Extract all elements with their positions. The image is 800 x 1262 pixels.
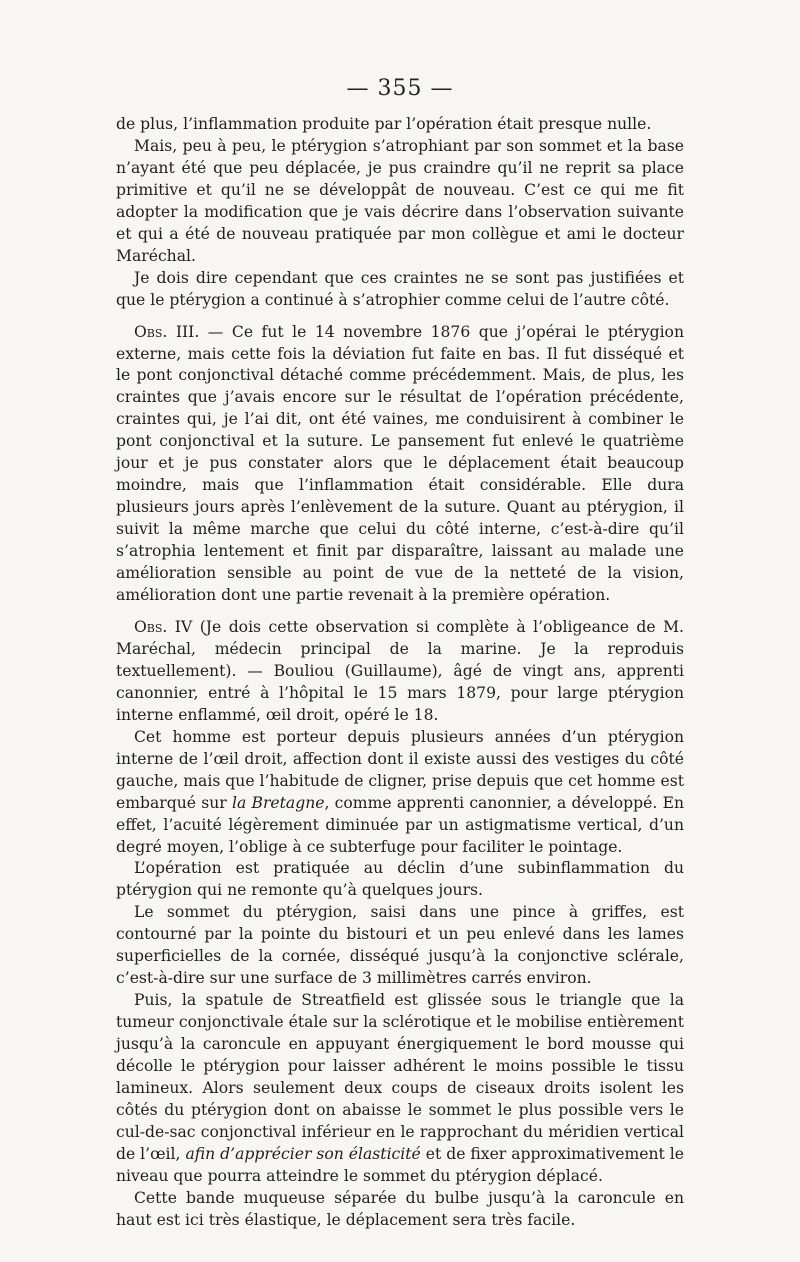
page-number-header: — 355 — <box>346 76 454 101</box>
paragraph: de plus, l’inflammation produite par l’opération était presque nulle. <box>116 115 652 133</box>
paragraph-text: , comme apprenti canonnier, a développé. En effet, l’acuité légèrement diminuée par un astigmatisme vertical, d’un degré moyen, l’oblige à ce subterfuge pour faciliter le pointage. <box>116 793 684 856</box>
italic-text: afin d’apprécier son élasticité <box>185 1144 421 1163</box>
paragraph-text: Cet homme est porteur depuis plusieurs années d’un ptérygion interne de l’œil droit, affection dont il existe aussi des vestiges du côté gauche, mais que l’habitude de cligner, prise depuis que cet homme est embarqué sur <box>116 727 684 812</box>
paragraph-text: Puis, la spatule de Streatfield est glissée sous le triangle que la tumeur conjonctivale étale sur la sclérotique et le mobilise entièrement jusqu’à la caroncule en appuyant énergiquement le bord mousse qui décolle le ptérygion pour laisser adhérent le moins possible le tissu lamineux. Alors seulement deux coups de ciseaux droits isolent les côtés du ptérygion dont on abaisse le sommet le plus possible vers le cul-de-sac conjonctival inférieur en le rapprochant du méridien vertical de l’œil, <box>116 991 684 1163</box>
paragraph: Cette bande muqueuse séparée du bulbe jusqu’à la caroncule en haut est ici très élastique, le déplacement sera très facile. <box>116 1188 684 1229</box>
page-body <box>116 114 684 1232</box>
paragraph-obs-3 <box>116 322 684 607</box>
paragraph: Je dois dire cependant que ces craintes ne se sont pas justifiées et que le ptérygion a continué à s’atrophier comme celui de l’autre côté. <box>116 268 684 309</box>
obs-label: Obs. III. — <box>134 322 224 341</box>
paragraph <box>116 990 684 1188</box>
paragraph: Mais, peu à peu, le ptérygion s’atrophiant par son sommet et la base n’ayant été que peu déplacée, je pus craindre qu’il ne reprit sa place primitive et qu’il ne se développât de nouveau. C’est ce qui me fit adopter la modification que je vais décrire dans l’observation suivante et qui a été de nouveau pratiquée par mon collègue et ami le docteur Maréchal. <box>116 136 684 265</box>
obs-label: Obs. IV <box>134 617 193 636</box>
paragraph-text: (Je dois cette observation si complète à l’obligeance de M. Maréchal, médecin principal de la marine. Je la reproduis textuellement). — Bouliou (Guillaume), âgé de vingt ans, apprenti canonnier, entré à l’hôpital le 15 mars 1879, pour large ptérygion interne enflammé, œil droit, opéré le 18. <box>116 617 684 724</box>
paragraph: Le sommet du ptérygion, saisi dans une pince à griffes, est contourné par la pointe du bistouri et un peu enlevé dans les lames superficielles de la cornée, disséqué jusqu’à la conjonctive sclérale, c’est-à-dire sur une surface de 3 millimètres carrés environ. <box>116 903 684 988</box>
italic-text: la Bretagne <box>232 793 325 812</box>
paragraph-text: et de fixer approximativement le niveau que pourra atteindre le sommet du ptérygion déplacé. <box>116 1144 684 1185</box>
paragraph-text: Ce fut le 14 novembre 1876 que j’opérai le ptérygion externe, mais cette fois la déviation fut faite en bas. Il fut disséqué et le pont conjonctival détaché comme précédemment. Mais, de plus, les craintes que j’avais encore sur le résultat de l’opération précédente, craintes qui, je l’ai dit, ont été vaines, me conduisirent à combiner le pont conjonctival et la suture. Le pansement fut enlevé le quatrième jour et je pus constater alors que le déplacement était beaucoup moindre, mais que l’inflammation était considérable. Elle dura plusieurs jours après l’enlèvement de la suture. Quant au ptérygion, il suivit la même marche que celui du côté interne, c’est-à-dire qu’il s’atrophia lentement et finit par disparaître, laissant au malade une amélioration sensible au point de vue de la netteté de la vision, amélioration dont une partie revenait à la première opération. <box>116 322 684 605</box>
paragraph: L’opération est pratiquée au déclin d’une subinflammation du ptérygion qui ne remonte qu’à quelques jours. <box>116 859 684 900</box>
paragraph <box>116 727 684 859</box>
paragraph-obs-4 <box>116 617 684 727</box>
